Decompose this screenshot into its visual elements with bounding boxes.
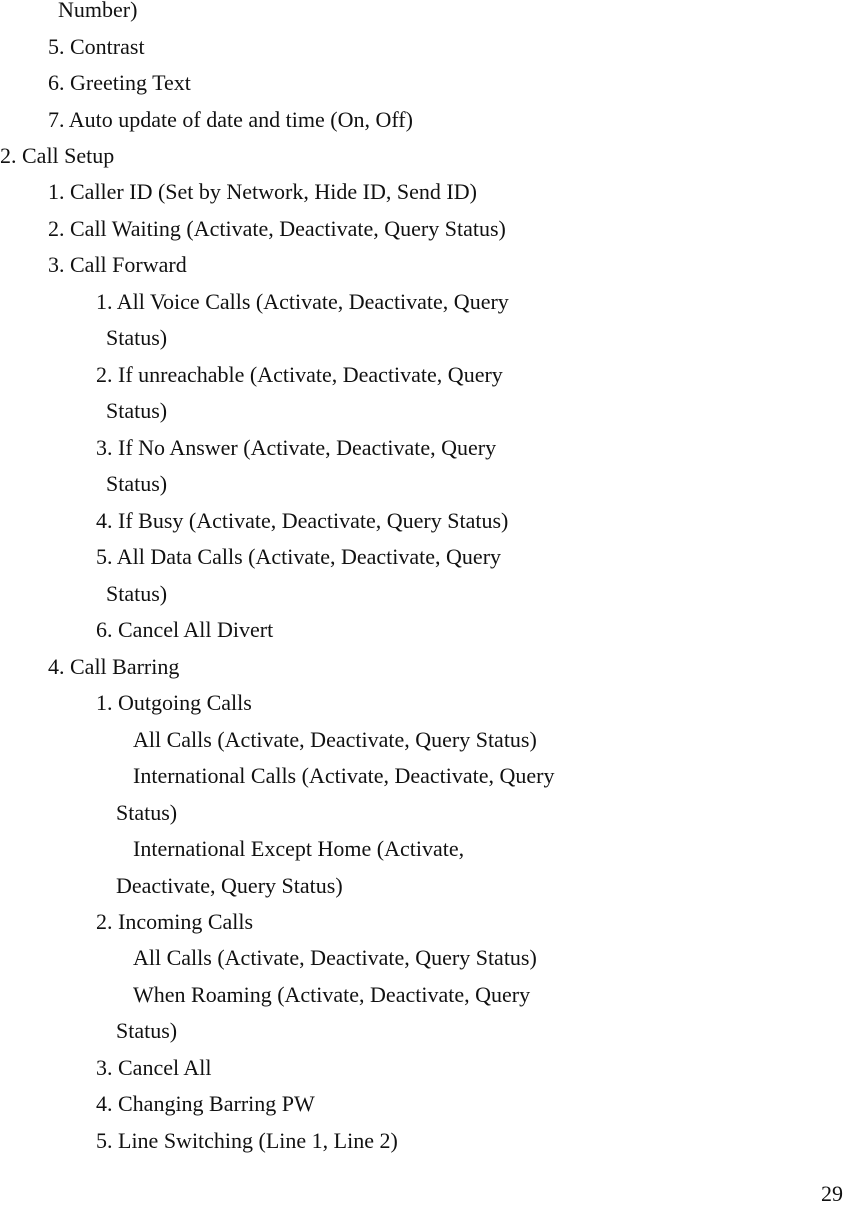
page-number: 29 xyxy=(821,1181,843,1206)
text-line: 1. All Voice Calls (Activate, Deactivate, Query xyxy=(96,289,509,314)
text-line: 5. Contrast xyxy=(48,34,145,59)
text-line: 2. If unreachable (Activate, Deactivate, Query xyxy=(96,362,503,387)
text-line: 1. Outgoing Calls xyxy=(96,690,252,715)
text-line: 5. Line Switching (Line 1, Line 2) xyxy=(96,1128,398,1153)
text-line: 4. Changing Barring PW xyxy=(96,1091,315,1116)
text-line: Status) xyxy=(116,800,178,825)
text-line: Status) xyxy=(106,471,168,496)
text-line: International Except Home (Activate, xyxy=(133,836,465,861)
text-line: Number) xyxy=(58,0,138,22)
text-line: Status) xyxy=(116,1018,178,1043)
text-line: 6. Cancel All Divert xyxy=(96,617,274,642)
text-line: 3. Call Forward xyxy=(48,252,187,277)
text-line: 3. Cancel All xyxy=(96,1055,212,1080)
text-line: Deactivate, Query Status) xyxy=(116,873,343,898)
text-line: Status) xyxy=(106,325,168,350)
text-line: 1. Caller ID (Set by Network, Hide ID, Send ID) xyxy=(48,179,477,204)
text-line: 3. If No Answer (Activate, Deactivate, Query xyxy=(96,435,497,460)
section-heading: 2. Call Setup xyxy=(0,143,115,168)
text-line: 2. Incoming Calls xyxy=(96,909,254,934)
text-line: 5. All Data Calls (Activate, Deactivate, Query xyxy=(96,544,502,569)
text-line: 4. If Busy (Activate, Deactivate, Query Status) xyxy=(96,508,509,533)
text-line: 7. Auto update of date and time (On, Off) xyxy=(48,107,413,132)
text-line: Status) xyxy=(106,581,168,606)
text-line: 2. Call Waiting (Activate, Deactivate, Query Status) xyxy=(48,216,506,241)
text-line: 4. Call Barring xyxy=(48,654,180,679)
text-line: 6. Greeting Text xyxy=(48,70,191,95)
text-line: When Roaming (Activate, Deactivate, Query xyxy=(133,982,531,1007)
text-line: All Calls (Activate, Deactivate, Query Status) xyxy=(133,727,537,752)
text-line: International Calls (Activate, Deactivate, Query xyxy=(133,763,555,788)
text-line: All Calls (Activate, Deactivate, Query Status) xyxy=(133,945,537,970)
text-line: Status) xyxy=(106,398,168,423)
